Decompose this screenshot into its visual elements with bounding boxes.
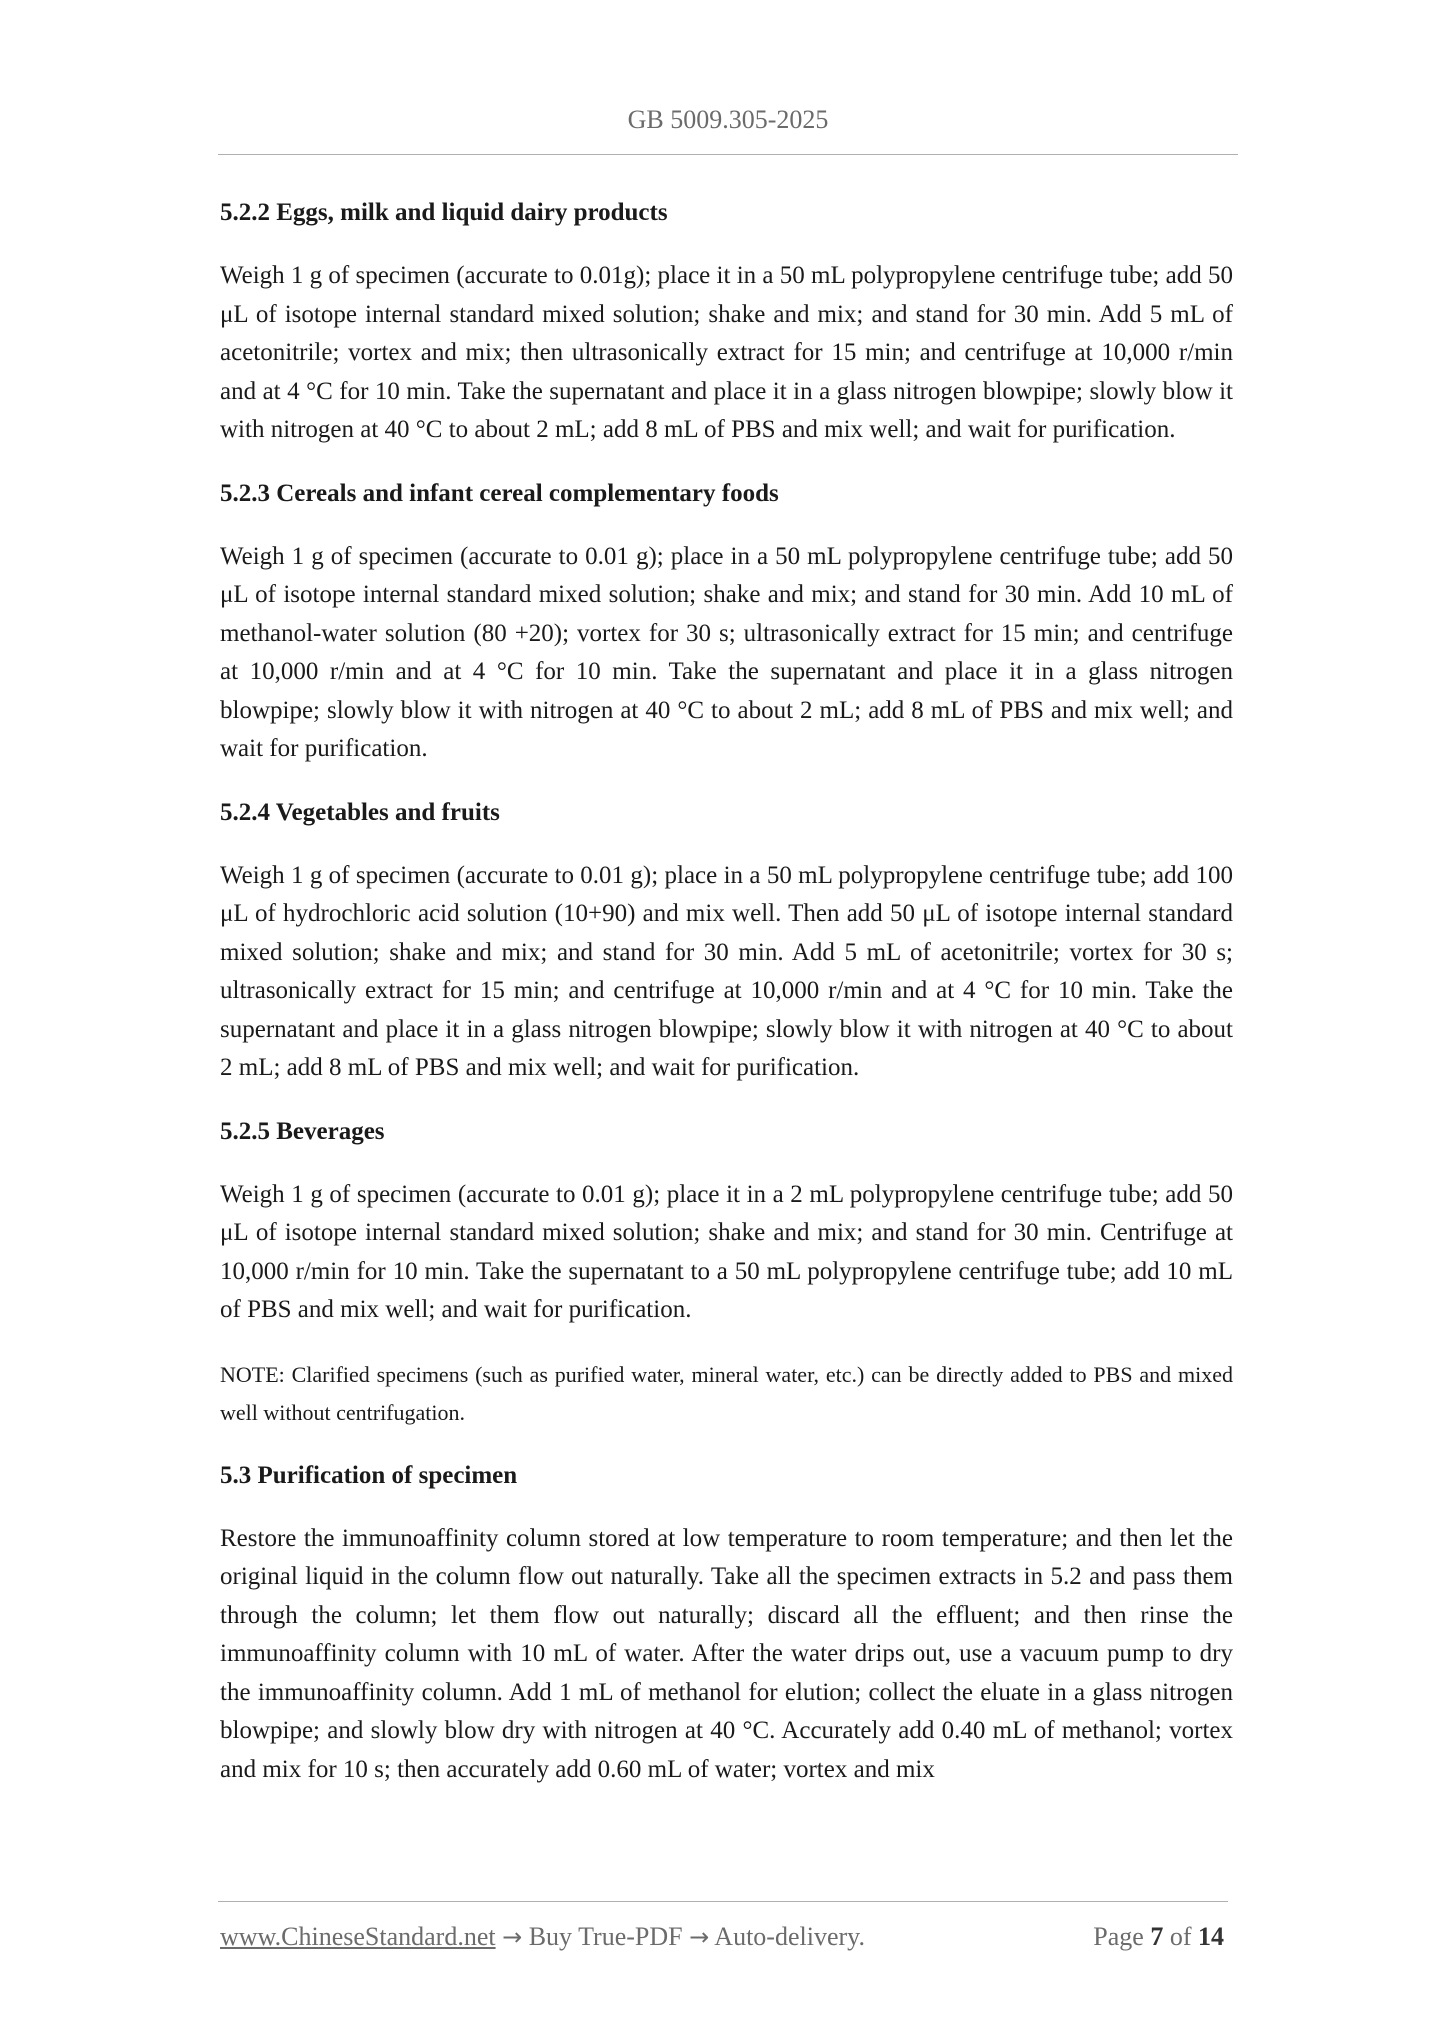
page-header bbox=[218, 100, 1238, 155]
section-note-5-2-5: NOTE: Clarified specimens (such as purified water, mineral water, etc.) can be directly added to PBS and mixed well without centrifugation. bbox=[220, 1361, 1233, 1425]
page-of-word: of bbox=[1169, 1922, 1192, 1951]
footer-promo bbox=[220, 1922, 865, 1952]
section-heading-5-2-5: 5.2.5 Beverages bbox=[220, 1117, 385, 1145]
section-body-5-3: Restore the immunoaffinity column stored at low temperature to room temperature; and then let the original liquid in the column flow out naturally. Take all the specimen extracts in 5.2 and pass them through the column; let them flow out naturally; discard all the effluent; and then rinse the immunoaffinity column with 10 mL of water. After the water drips out, use a vacuum pump to dry the immunoaffinity column. Add 1 mL of methanol for elution; collect the eluate in a glass nitrogen blowpipe; and slowly blow dry with nitrogen at 40 °C. Accurately add 0.40 mL of methanol; vortex and mix for 10 s; then accurately add 0.60 mL of water; vortex and mix bbox=[220, 1524, 1233, 1783]
arrow-right-icon: → bbox=[689, 1923, 710, 1951]
page-word: Page bbox=[1093, 1922, 1144, 1951]
section-heading-5-2-2: 5.2.2 Eggs, milk and liquid dairy products bbox=[220, 199, 668, 226]
section-body-5-2-5: Weigh 1 g of specimen (accurate to 0.01 g); place it in a 2 mL polypropylene centrifuge tube; add 50 μL of isotope internal standard mixed solution; shake and mix; and stand for 30 min. Centrifuge at 10,000 r/min for 10 min. Take the supernatant to a 50 mL polypropylene centrifuge tube; add 10 mL of PBS and mix well; and wait for purification. bbox=[220, 1180, 1233, 1323]
section-body-5-2-3: Weigh 1 g of specimen (accurate to 0.01 g); place in a 50 mL polypropylene centrifuge tube; add 50 μL of isotope internal standard mixed solution; shake and mix; and stand for 30 min. Add 10 mL of methanol-water solution (80 +20); vortex for 30 s; ultrasonically extract for 15 min; and centrifuge at 10,000 r/min and at 4 °C for 10 min. Take the supernatant and place it in a glass nitrogen blowpipe; slowly blow it with nitrogen at 40 °C to about 2 mL; add 8 mL of PBS and mix well; and wait for purification. bbox=[220, 542, 1233, 762]
section-heading-5-2-4: 5.2.4 Vegetables and fruits bbox=[220, 798, 500, 826]
page-total: 14 bbox=[1198, 1922, 1224, 1951]
document-body bbox=[220, 195, 1233, 1815]
section-body-5-2-4: Weigh 1 g of specimen (accurate to 0.01 g); place in a 50 mL polypropylene centrifuge tube; add 100 μL of hydrochloric acid solution (10+90) and mix well. Then add 50 μL of isotope internal standard mixed solution; shake and mix; and stand for 30 min. Add 5 mL of acetonitrile; vortex for 30 s; ultrasonically extract for 15 min; and centrifuge at 10,000 r/min and at 4 °C for 10 min. Take the supernatant and place it in a glass nitrogen blowpipe; slowly blow it with nitrogen at 40 °C to about 2 mL; add 8 mL of PBS and mix well; and wait for purification. bbox=[220, 861, 1233, 1081]
page-number bbox=[1093, 1922, 1224, 1952]
page-current: 7 bbox=[1150, 1922, 1164, 1951]
page-footer bbox=[218, 1901, 1228, 1962]
buy-true-pdf-text: Buy True-PDF bbox=[528, 1922, 683, 1951]
section-heading-5-2-3: 5.2.3 Cereals and infant cereal complementary foods bbox=[220, 479, 779, 507]
auto-delivery-text: Auto-delivery. bbox=[714, 1922, 865, 1951]
section-body-5-2-2: Weigh 1 g of specimen (accurate to 0.01g); place it in a 50 mL polypropylene centrifuge tube; add 50 μL of isotope internal standard mixed solution; shake and mix; and stand for 30 min. Add 5 mL of acetonitrile; vortex and mix; then ultrasonically extract for 15 min; and centrifuge at 10,000 r/min and at 4 °C for 10 min. Take the supernatant and place it in a glass nitrogen blowpipe; slowly blow it with nitrogen at 40 °C to about 2 mL; add 8 mL of PBS and mix well; and wait for purification. bbox=[220, 262, 1233, 443]
site-link[interactable]: www.ChineseStandard.net bbox=[220, 1922, 496, 1951]
arrow-right-icon: → bbox=[502, 1923, 523, 1951]
section-heading-5-3: 5.3 Purification of specimen bbox=[220, 1461, 518, 1489]
standard-code: GB 5009.305-2025 bbox=[627, 105, 829, 134]
